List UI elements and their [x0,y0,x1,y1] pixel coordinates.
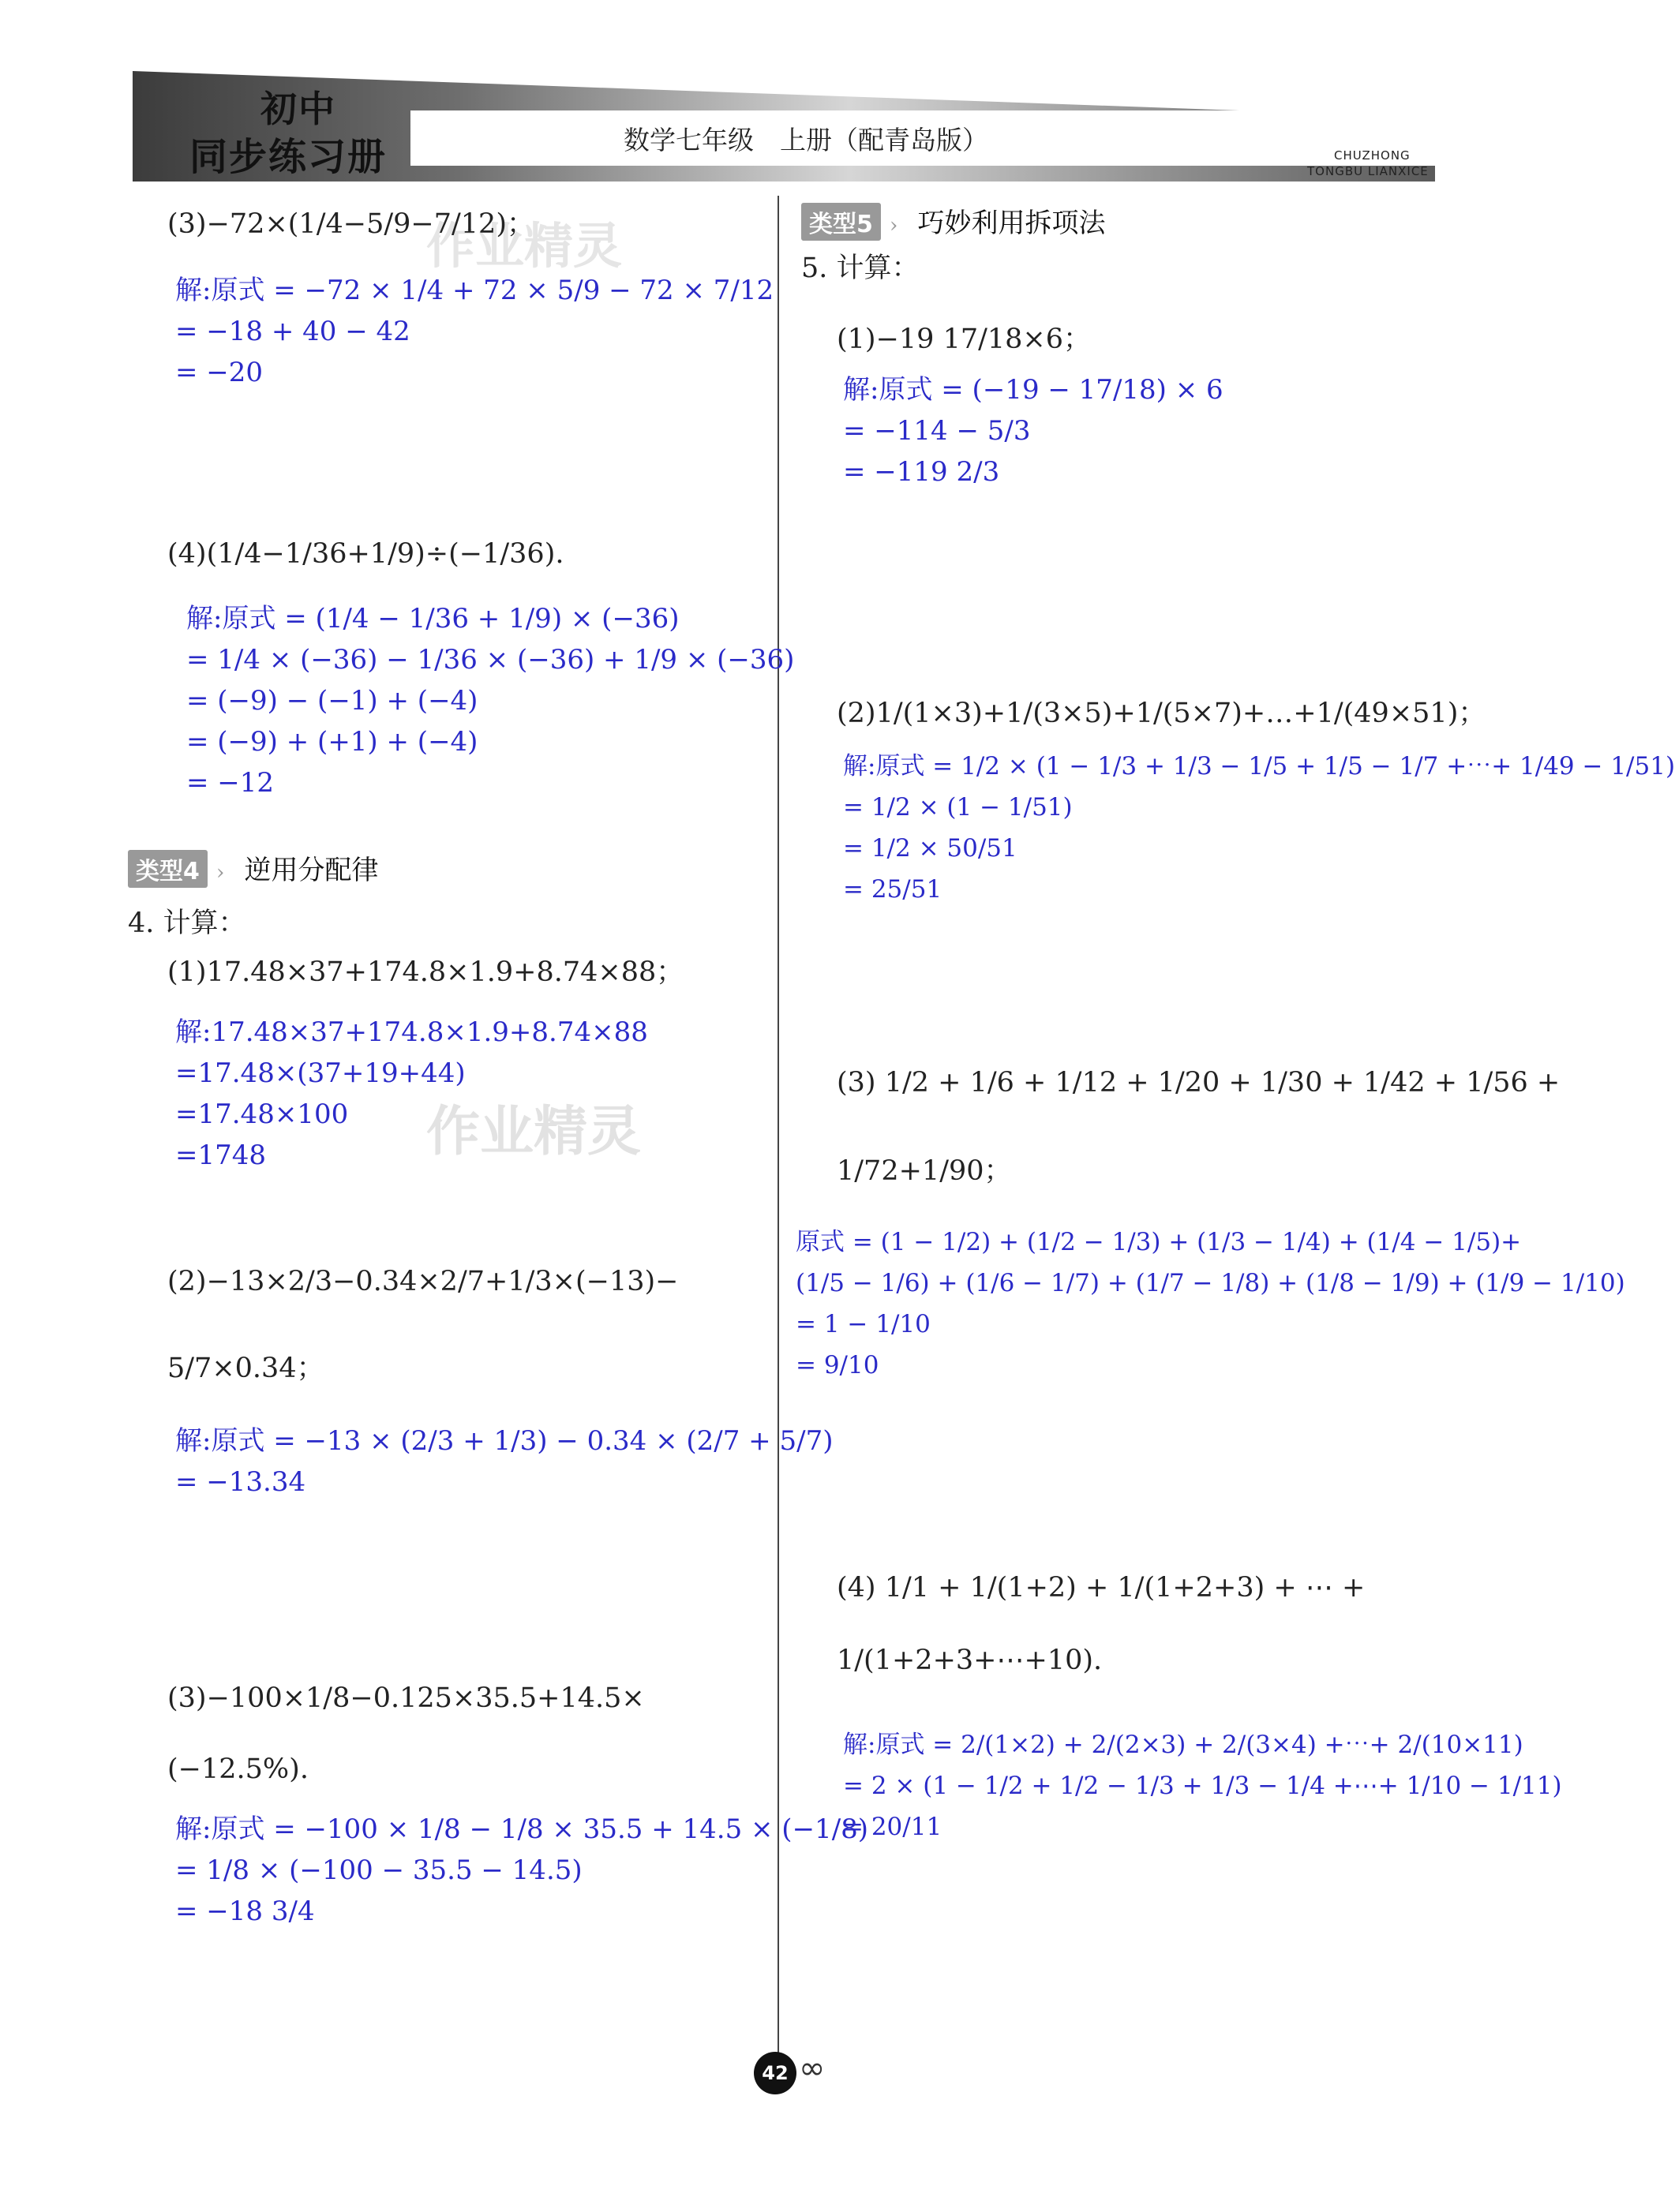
problem-5-3-line-1: (3) 1/2 + 1/6 + 1/12 + 1/20 + 1/30 + 1/42 + 1/56 + [837,1067,1561,1099]
logo-line-2: 同步练习册 [189,135,388,179]
solution-line: =17.48×100 [175,1099,349,1130]
solution-line: = −18 + 40 − 42 [175,316,410,347]
page-number-ornament-icon: ∞ [799,2050,826,2087]
solution-line: =1748 [175,1140,267,1171]
solution-line: = −13.34 [175,1466,306,1498]
solution-line: = −114 − 5/3 [843,415,1031,447]
pinyin-line-1: CHUZHONG [1334,148,1411,163]
solution-4-1 [175,1012,648,1176]
solution-line: = 9/10 [796,1351,879,1379]
solution-line: (1/5 − 1/6) + (1/6 − 1/7) + (1/7 − 1/8) + (1/8 − 1/9) + (1/9 − 1/10) [796,1269,1625,1297]
solution-line: = (−9) + (+1) + (−4) [186,726,478,758]
solution-3-prev [175,270,774,393]
section-title: 巧妙利用拆项法 [917,208,1106,239]
section-4-heading [128,848,378,888]
section-5-heading [801,201,1105,241]
watermark: 作业精灵 [426,217,623,275]
solution-line: 解:原式 = 2/(1×2) + 2/(2×3) + 2/(3×4) +⋯+ 2/(10×11) [843,1731,1523,1759]
solution-4-2 [175,1420,833,1503]
solution-line: 解:17.48×37+174.8×1.9+8.74×88 [175,1016,648,1048]
problem-4-3-line-1: (3)−100×1/8−0.125×35.5+14.5× [167,1682,645,1714]
chevron-right-icon: › [215,861,225,885]
solution-5-3 [796,1222,1625,1386]
chevron-right-icon: › [889,214,898,238]
solution-line: = 1/8 × (−100 − 35.5 − 14.5) [175,1855,583,1886]
section-badge: 类型4 [128,850,208,888]
problem-5-4-line-2: 1/(1+2+3+⋯+10). [837,1645,1103,1676]
book-title: 数学七年级 上册（配青岛版） [624,125,988,155]
solution-line: = 20/11 [843,1813,942,1841]
solution-line: = 1/2 × 50/51 [843,834,1017,863]
problem-4-3-line-2: (−12.5%). [167,1754,309,1785]
solution-4-3 [175,1809,868,1932]
solution-line: = −12 [186,767,275,799]
solution-line: = −18 3/4 [175,1896,315,1927]
solution-4-prev [186,598,794,803]
solution-line: = (−9) − (−1) + (−4) [186,685,478,717]
problem-5-2: (2)1/(1×3)+1/(3×5)+1/(5×7)+…+1/(49×51)； [837,698,1486,729]
problem-3-prev: (3)−72×(1/4−5/9−7/12)； [167,208,534,240]
solution-line: 解:原式 = −13 × (2/3 + 1/3) − 0.34 × (2/7 + 5/7) [175,1425,834,1457]
solution-line: = −119 2/3 [843,456,1000,488]
solution-line: 解:原式 = (−19 − 17/18) × 6 [843,374,1223,406]
page-number: 42 [754,2052,796,2094]
section-badge: 类型5 [801,203,881,241]
problem-5-3-line-2: 1/72+1/90； [837,1155,1012,1187]
problem-4-prev: (4)(1/4−1/36+1/9)÷(−1/36). [167,538,564,570]
column-divider [778,196,779,2066]
solution-line: 解:原式 = −72 × 1/4 + 72 × 5/9 − 72 × 7/12 [175,275,774,306]
watermark: 作业精灵 [426,1101,642,1163]
solution-line: 解:原式 = −100 × 1/8 − 1/8 × 35.5 + 14.5 × (−1/8) [175,1813,869,1845]
logo-line-1: 初中 [260,88,336,130]
question-4-intro: 4. 计算： [128,908,246,939]
solution-line: 解:原式 = 1/2 × (1 − 1/3 + 1/3 − 1/5 + 1/5 − 1/7 +⋯+ 1/49 − 1/51) [843,752,1675,780]
solution-line: 解:原式 = (1/4 − 1/36 + 1/9) × (−36) [186,603,680,634]
pinyin-line-2: TONGBU LIANXICE [1307,164,1429,178]
problem-5-4-line-1: (4) 1/1 + 1/(1+2) + 1/(1+2+3) + ⋯ + [837,1572,1366,1604]
problem-4-2-line-1: (2)−13×2/3−0.34×2/7+1/3×(−13)− [167,1266,679,1297]
solution-line: = 25/51 [843,875,942,904]
solution-line: = 1/2 × (1 − 1/51) [843,793,1073,822]
question-5-intro: 5. 计算： [801,253,920,284]
solution-line: = 1/4 × (−36) − 1/36 × (−36) + 1/9 × (−36) [186,644,795,676]
problem-5-1: (1)−19 17/18×6； [837,324,1092,355]
section-title: 逆用分配律 [244,855,379,886]
solution-line: = 1 − 1/10 [796,1310,931,1338]
solution-line: = −20 [175,357,264,388]
problem-4-2-line-2: 5/7×0.34； [167,1353,324,1384]
solution-5-1 [843,369,1223,492]
solution-5-2 [843,746,1675,910]
solution-line: = 2 × (1 − 1/2 + 1/2 − 1/3 + 1/3 − 1/4 +⋯+ 1/10 − 1/11) [843,1772,1562,1800]
solution-5-4 [843,1724,1562,1847]
problem-4-1: (1)17.48×37+174.8×1.9+8.74×88； [167,956,684,988]
solution-line: 原式 = (1 − 1/2) + (1/2 − 1/3) + (1/3 − 1/4) + (1/4 − 1/5)+ [796,1228,1522,1256]
solution-line: =17.48×(37+19+44) [175,1057,466,1089]
